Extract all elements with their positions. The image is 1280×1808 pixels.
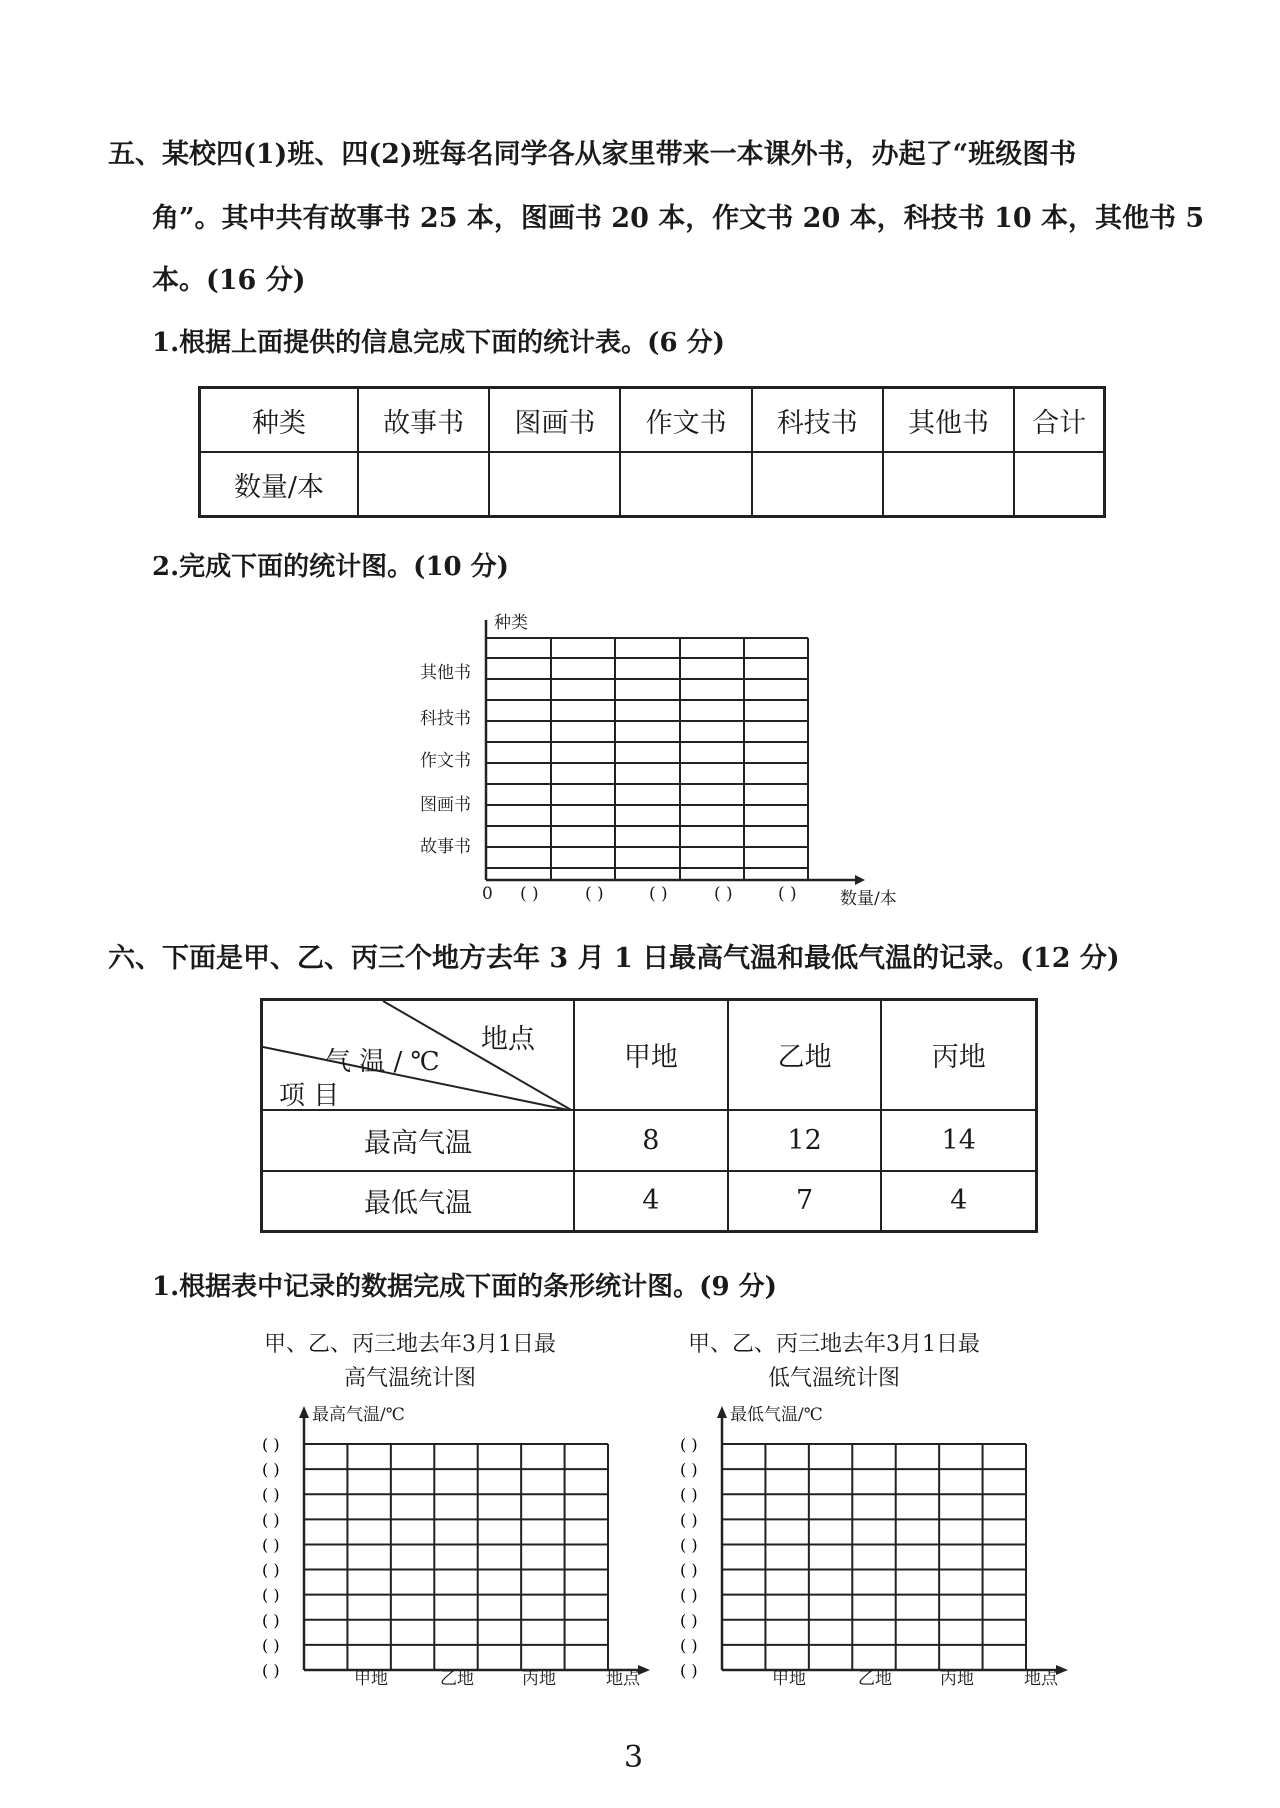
y-tick-blank[interactable]: ( ) [262,1585,280,1605]
table-header-cell: 种类 [200,388,359,453]
table-header-cell: 科技书 [752,388,883,453]
y-tick-blank[interactable]: ( ) [680,1560,698,1580]
table-header-cell: 作文书 [620,388,751,453]
corner-top-label: 地点 [481,1024,535,1055]
blank-cell[interactable] [1014,452,1104,517]
temperature-table-wrapper [260,998,1038,1230]
table-cell: 7 [728,1171,882,1232]
right-chart-x-category: 甲地 [772,1669,806,1689]
left-chart-title [230,1328,590,1396]
left-chart-x-category: 乙地 [440,1669,474,1689]
table-row-label: 数量/本 [200,452,359,517]
y-tick-blank[interactable]: ( ) [262,1560,280,1580]
category-label: 图画书 [420,795,471,815]
table-cell: 4 [881,1171,1036,1232]
table-header-cell: 其他书 [883,388,1014,453]
y-tick-blank[interactable]: ( ) [262,1435,280,1454]
table-row [262,1110,1037,1171]
y-tick-blank[interactable]: ( ) [680,1510,698,1530]
blank-cell[interactable] [358,452,489,517]
left-chart-x-unit: 地点 [606,1669,640,1689]
left-chart-x-category: 丙地 [522,1669,556,1689]
x-axis-unit: 数量/本 [840,889,897,909]
x-tick-blank[interactable]: ( ) [649,884,668,904]
table-row [262,1171,1037,1232]
row-label: 最高气温 [262,1110,575,1171]
q5-sub2: 2.完成下面的统计图。(10 分) [152,552,509,582]
right-chart-x-unit: 地点 [1024,1669,1058,1689]
row-label: 最低气温 [262,1171,575,1232]
table-header-cell: 合计 [1014,388,1104,453]
category-label: 科技书 [420,709,471,729]
x-tick-blank[interactable]: ( ) [585,884,604,904]
right-chart-grid [676,1400,1076,1690]
table-cell: 8 [574,1110,728,1171]
y-axis-label: 种类 [494,613,528,633]
book-stat-table [198,386,1106,518]
category-label: 故事书 [420,837,471,857]
left-chart-x-category: 甲地 [354,1669,388,1689]
column-header: 丙地 [881,1000,1036,1110]
y-tick-blank[interactable]: ( ) [262,1485,280,1505]
y-tick-blank[interactable]: ( ) [262,1460,280,1480]
column-header: 甲地 [574,1000,728,1110]
y-tick-blank[interactable]: ( ) [680,1460,698,1480]
right-chart-title-line1: 甲、乙、丙三地去年3月1日最 [688,1332,980,1357]
y-tick-blank[interactable]: ( ) [262,1635,280,1655]
q5-text-line1: 五、某校四(1)班、四(2)班每名同学各从家里带来一本课外书，办起了“班级图书 [108,139,1077,170]
table-cell: 4 [574,1171,728,1232]
q6-title: 六、下面是甲、乙、丙三个地方去年 3 月 1 日最高气温和最低气温的记录。(12 分) [108,943,1120,974]
y-tick-blank[interactable]: ( ) [262,1661,280,1680]
page-number: 3 [624,1740,644,1775]
table-cell: 14 [881,1110,1036,1171]
left-chart-grid [258,1400,658,1690]
corner-bottom-label: 项 目 [279,1081,340,1111]
y-axis-arrow-icon [299,1406,309,1418]
y-tick-blank[interactable]: ( ) [262,1610,280,1630]
y-tick-blank[interactable]: ( ) [680,1585,698,1605]
left-chart-title-line1: 甲、乙、丙三地去年3月1日最 [264,1332,556,1357]
q6-sub1: 1.根据表中记录的数据完成下面的条形统计图。(9 分) [152,1272,777,1302]
temperature-table [260,998,1038,1233]
y-tick-blank[interactable]: ( ) [680,1435,698,1454]
q5-sub1: 1.根据上面提供的信息完成下面的统计表。(6 分) [152,328,725,358]
right-chart-title-line2: 低气温统计图 [767,1366,900,1391]
x-tick-blank[interactable]: ( ) [520,884,539,904]
blank-cell[interactable] [489,452,620,517]
blank-cell[interactable] [620,452,751,517]
x-tick-blank[interactable]: ( ) [778,884,797,904]
table-header-row [200,388,1105,453]
right-chart-x-category: 丙地 [940,1669,974,1689]
grid-lines [486,638,808,880]
column-header: 乙地 [728,1000,882,1110]
table-row [200,452,1105,517]
blank-cell[interactable] [883,452,1014,517]
category-label: 作文书 [420,751,471,771]
y-tick-blank[interactable]: ( ) [262,1510,280,1530]
y-tick-blank[interactable]: ( ) [680,1485,698,1505]
y-tick-blank[interactable]: ( ) [680,1610,698,1630]
right-chart-y-label: 最低气温/℃ [730,1405,823,1425]
q5-text-line2: 角”。其中共有故事书 25 本，图画书 20 本，作文书 20 本，科技书 10 本，其他书 5 [152,203,1205,234]
left-chart-title-line2: 高气温统计图 [343,1366,476,1391]
y-tick-blank[interactable]: ( ) [262,1535,280,1555]
y-tick-blank[interactable]: ( ) [680,1635,698,1655]
book-bar-chart-grid [400,600,920,910]
right-chart-title [654,1328,1014,1396]
table-header-cell: 故事书 [358,388,489,453]
y-axis-arrow-icon [717,1406,727,1418]
right-chart-x-category: 乙地 [858,1669,892,1689]
corner-mid-label: 气 温 / ℃ [325,1047,440,1077]
blank-cell[interactable] [752,452,883,517]
y-tick-blank[interactable]: ( ) [680,1661,698,1680]
table-cell: 12 [728,1110,882,1171]
x-origin-label: 0 [482,884,493,904]
table-header-row [262,1000,1037,1110]
category-label: 其他书 [420,663,471,683]
q5-text-line3: 本。(16 分) [152,265,306,296]
y-tick-blank[interactable]: ( ) [680,1535,698,1555]
table-header-cell: 图画书 [489,388,620,453]
diagonal-header-cell [262,1000,575,1110]
left-chart-y-label: 最高气温/℃ [312,1405,405,1425]
x-tick-blank[interactable]: ( ) [714,884,733,904]
